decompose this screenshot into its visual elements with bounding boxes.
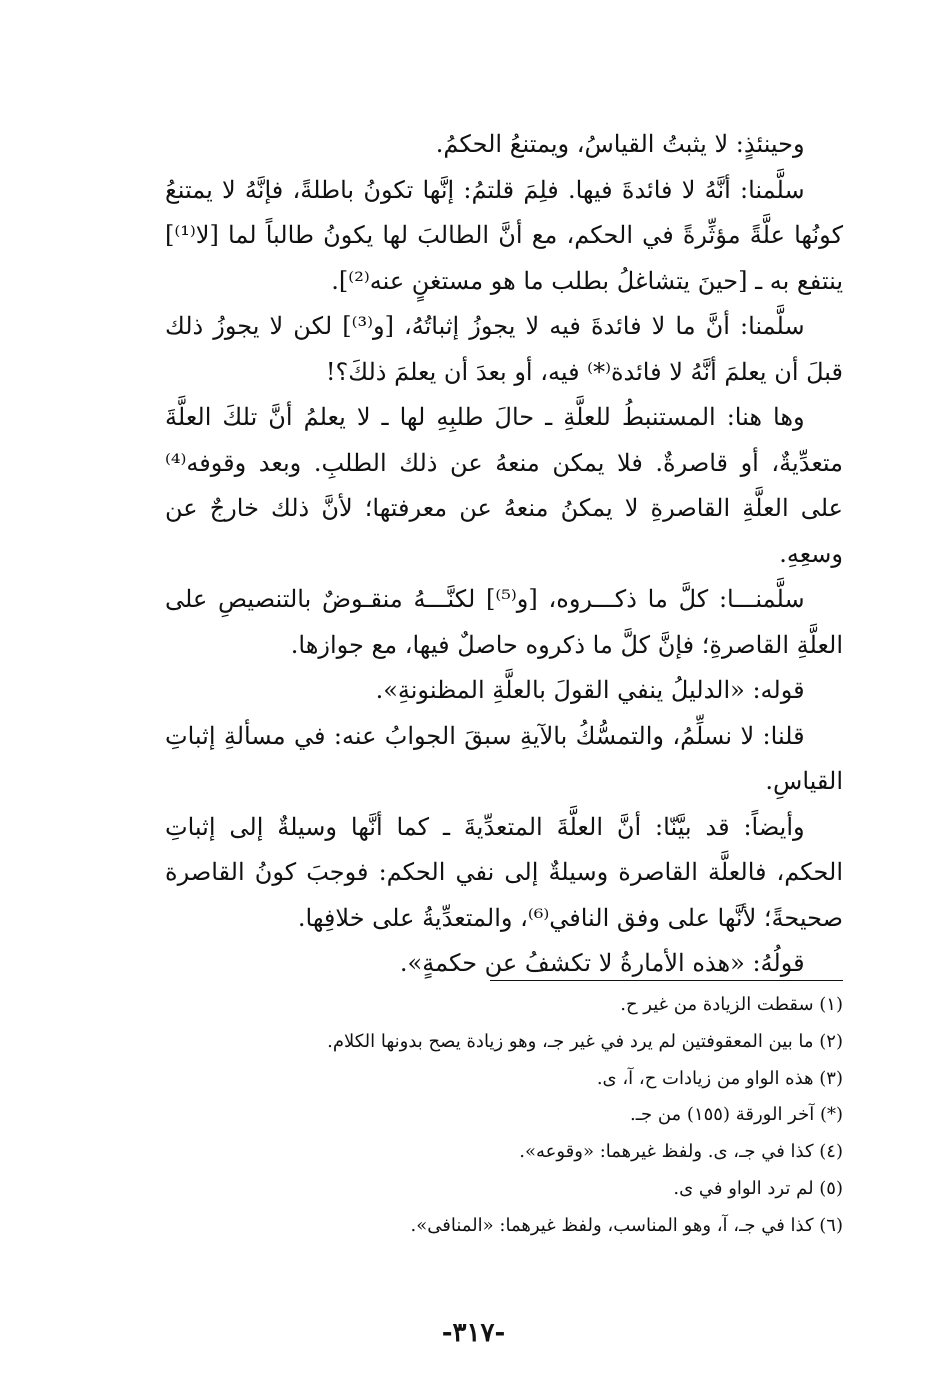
footnote-separator [490, 980, 843, 981]
paragraph: سلَّمنا: أنَّهُ لا فائدةَ فيها. فلِمَ قلتمُ: إنَّها تكونُ باطلةً، فإنَّهُ لا يمتنعُ كونُها علَّةً مؤثِّرةً في الحكم، مع أنَّ الطالبَ لها يكونُ طالباً لما [لا⁽¹⁾] ينتفع به ـ [حينَ يتشاغلُ بطلب ما هو مستغنٍ عنه⁽²⁾]. [165, 175, 843, 295]
paragraph: قولُهُ: «هذه الأمارةُ لا تكشفُ عن حكمةٍ». [399, 949, 805, 977]
footnote: (*) آخر الورقة (١٥٥) من جـ. [630, 1104, 843, 1126]
paragraph: وها هنا: المستنبطُ للعلَّةِ ـ حالَ طلبِهِ لها ـ لا يعلمُ أنَّ تلكَ العلَّةَ متعدِّيةٌ، أو قاصرةٌ. فلا يمكن منعهُ عن ذلك الطلبِ. وبعد وقوفه⁽⁴⁾ على العلَّةِ القاصرةِ لا يمكنُ منعهُ عن معرفتها؛ لأنَّ ذلك خارجٌ عن وسعِهِ. [165, 403, 843, 568]
footnote: (٢) ما بين المعقوفتين لم يرد في غير جـ، وهو زيادة يصح بدونها الكلام. [327, 1030, 843, 1052]
paragraph: قلنا: لا نسلِّمُ، والتمسُّكُ بالآيةِ سبقَ الجوابُ عنه: في مسألةِ إثباتِ القياسِ. [165, 721, 843, 795]
footnote: (٦) كذا في جـ، آ، وهو المناسب، ولفظ غيرهما: «المنافى». [410, 1214, 843, 1236]
paragraph: وحينئذٍ: لا يثبتُ القياسُ، ويمتنعُ الحكمُ. [435, 130, 805, 158]
footnotes [165, 987, 843, 1245]
footnote: (٤) كذا في جـ، ى. ولفظ غيرهما: «وقوعه». [519, 1141, 843, 1163]
paragraph: سلَّمنـــا: كلَّ ما ذكـــروه، [و⁽⁵⁾] لكنَّـــهُ منقـوضٌ بالتنصيصِ على العلَّةِ القاصرةِ؛ فإنَّ كلَّ ما ذكروه حاصلٌ فيها، مع جوازها. [165, 585, 843, 659]
footnote: (١) سقطت الزيادة من غير ح. [620, 994, 843, 1015]
footnote: (٣) هذه الواو من زيادات ح، آ، ى. [596, 1067, 843, 1089]
main-text [165, 122, 843, 987]
paragraph: سلَّمنا: أنَّ ما لا فائدةَ فيه لا يجوزُ إثباتُهُ، [و⁽³⁾] لكن لا يجوزُ ذلك قبلَ أن يعلمَ أنَّهُ لا فائدة⁽*⁾ فيه، أو بعدَ أن يعلمَ ذلكَ؟! [165, 312, 843, 386]
paragraph: وأيضاً: قد بيَّنّا: أنَّ العلَّةَ المتعدِّيةَ ـ كما أنَّها وسيلةٌ إلى إثباتِ الحكم، فالعلَّة القاصرة وسيلةٌ إلى نفي الحكم: فوجبَ كونُ القاصرة صحيحةً؛ لأنَّها على وفق النافي⁽⁶⁾، والمتعدِّيةُ على خلافِها. [165, 812, 843, 932]
page-number: -٣١٧- [441, 1318, 506, 1348]
footnote: (٥) لم ترد الواو في ى. [673, 1177, 843, 1199]
paragraph: قوله: «الدليلُ ينفي القولَ بالعلَّةِ المظنونةِ». [375, 676, 805, 704]
